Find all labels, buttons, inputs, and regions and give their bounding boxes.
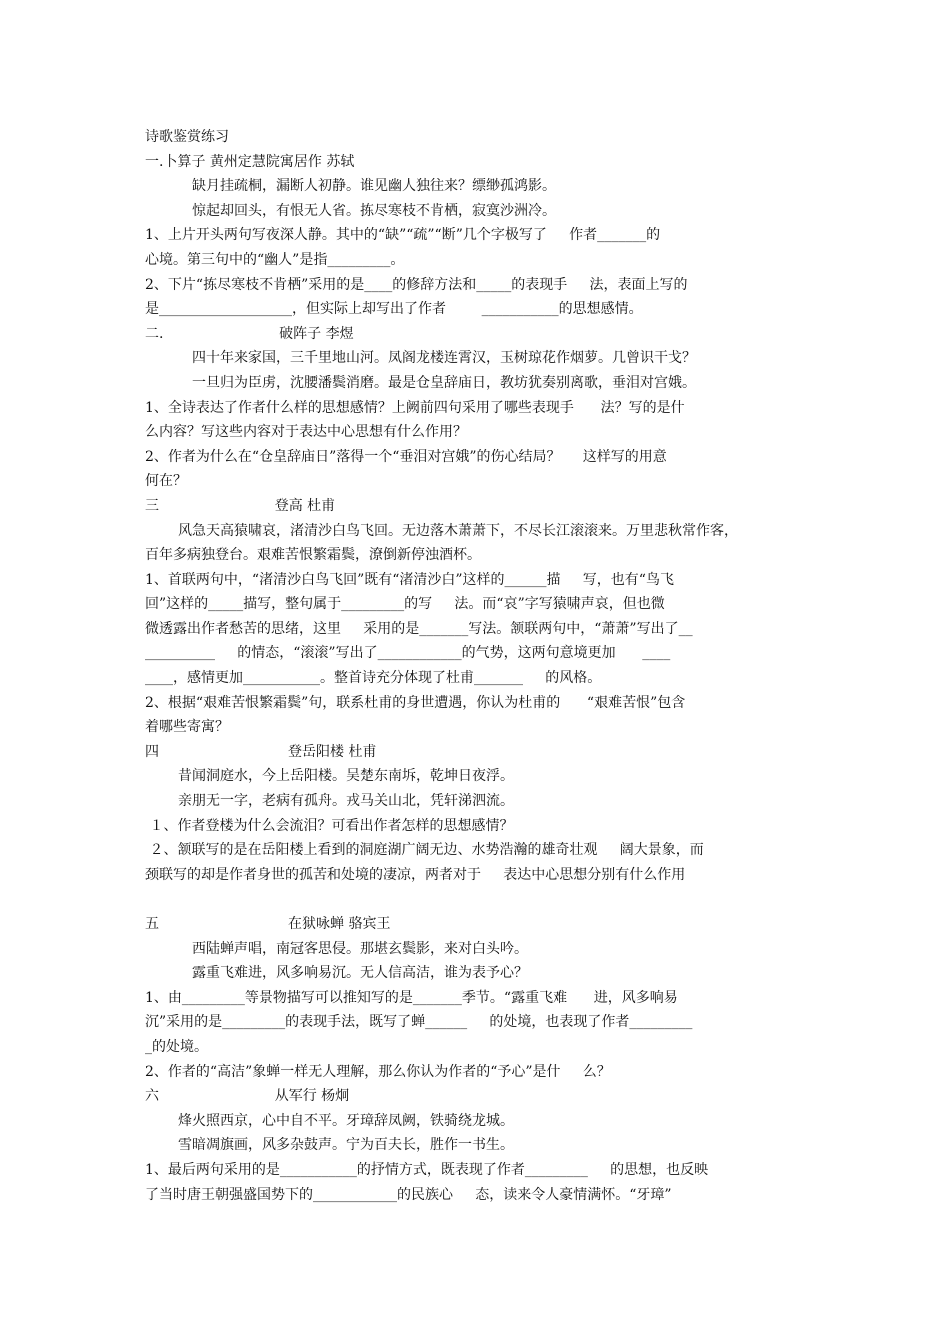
text-line: 1、由_________等景物描写可以推知写的是_______季节。“露重飞难 进，风多响易 — [145, 989, 678, 1006]
document-body — [145, 150, 810, 1208]
text-line: 昔闻洞庭水，今上岳阳楼。吴楚东南坼，乾坤日夜浮。 — [178, 768, 514, 785]
text-line: 沉”采用的是_________的表现手法，既写了蝉______ 的处境，也表现了作者_________ — [145, 1014, 693, 1031]
text-line: 1、最后两句采用的是___________的抒情方式，既表现了作者_________ 的思想，也反映 — [145, 1161, 709, 1178]
text-line: １、作者登楼为什么会流泪？可看出作者怎样的思想感情？ — [145, 817, 514, 834]
text-line: 1、首联两句中，“渚清沙白鸟飞回”既有“渚清沙白”这样的______描 写，也有“鸟飞 — [145, 571, 674, 588]
text-line: 颈联写的却是作者身世的孤苦和处境的凄凉，两者对于 表达中心思想分别有什么作用 — [145, 866, 686, 883]
text-line: 四十年来家国，三千里地山河。凤阁龙楼连霄汉，玉树琼花作烟萝。几曾识干戈？ — [192, 350, 696, 367]
text-line: 四 登岳阳楼 杜甫 — [145, 743, 377, 760]
text-line: 2、下片“拣尽寒枝不肯栖”采用的是____的修辞方法和_____的表现手 法，表面上写的 — [145, 276, 688, 293]
text-line: 亲朋无一字，老病有孤舟。戎马关山北，凭轩涕泗流。 — [178, 793, 514, 810]
text-line — [145, 887, 810, 912]
text-line: 一旦归为臣虏，沈腰潘鬓消磨。最是仓皇辞庙日，教坊犹奏别离歌，垂泪对宫娥。 — [192, 374, 696, 391]
text-line: 雪暗凋旗画，风多杂鼓声。宁为百夫长，胜作一书生。 — [178, 1137, 514, 1154]
text-line: 心境。第三句中的“幽人”是指_________。 — [145, 251, 405, 268]
text-line: __________ 的情态，“滚滚”写出了____________的气势，这两句意境更加 ____ — [145, 645, 671, 662]
text-line: 么内容？写这些内容对于表达中心思想有什么作用？ — [145, 424, 467, 441]
document-title: 诗歌鉴赏练习 — [145, 129, 229, 145]
text-line: ２、颔联写的是在岳阳楼上看到的洞庭湖广阔无边、水势浩瀚的雄奇壮观 阔大景象，而 — [145, 842, 704, 859]
text-line: 六 从军行 杨炯 — [145, 1088, 350, 1105]
document-page — [145, 125, 810, 1207]
text-line: 三 登高 杜甫 — [145, 497, 336, 514]
text-line: 2、作者为什么在“仓皇辞庙日”落得一个“垂泪对宫娥”的伤心结局？ 这样写的用意 — [145, 448, 667, 465]
text-line: 2、根据“艰难苦恨繁霜鬓”句，联系杜甫的身世遭遇，你认为杜甫的 “艰难苦恨”包含 — [145, 694, 686, 711]
text-line: 露重飞难进，风多响易沉。无人信高洁，谁为表予心？ — [192, 965, 528, 982]
text-line: 何在？ — [145, 473, 187, 490]
text-line: 缺月挂疏桐，漏断人初静。谁见幽人独往来？缥缈孤鸿影。 — [192, 178, 556, 195]
text-line: 是___________________，但实际上却写出了作者 ___________的思想感情。 — [145, 301, 643, 318]
text-line: 百年多病独登台。艰难苦恨繁霜鬓，潦倒新停浊酒杯。 — [145, 547, 481, 564]
text-line: 一.卜算子 黄州定慧院寓居作 苏轼 — [145, 153, 355, 170]
text-line: 2、作者的“高洁”象蝉一样无人理解，那么你认为作者的“予心”是什 么？ — [145, 1063, 611, 1080]
text-line: 着哪些寄寓？ — [145, 719, 229, 736]
text-line: _的处境。 — [145, 1038, 208, 1055]
text-line: 五 在狱咏蝉 骆宾王 — [145, 916, 391, 932]
text-line: 回”这样的_____描写，整句属于_________的写 法。而“哀”字写猿啸声哀，但也微 — [145, 596, 665, 613]
text-line: 惊起却回头，有恨无人省。拣尽寒枝不肯栖，寂寞沙洲冷。 — [192, 202, 556, 219]
text-line: 二. 破阵子 李煜 — [145, 325, 354, 342]
text-line: 烽火照西京，心中自不平。牙璋辞凤阙，铁骑绕龙城。 — [178, 1112, 514, 1129]
text-line: 西陆蝉声唱，南冠客思侵。那堪玄鬓影，来对白头吟。 — [192, 940, 528, 957]
text-line: 了当时唐王朝强盛国势下的____________的民族心 态，读来令人豪情满怀。“牙璋” — [145, 1186, 672, 1203]
text-line: 微透露出作者愁苦的思绪，这里 采用的是_______写法。颔联两句中，“萧萧”写出了__ — [145, 620, 693, 637]
text-line: 1、全诗表达了作者什么样的思想感情？上阙前四句采用了哪些表现手 法？写的是什 — [145, 399, 685, 416]
text-line: 1、上片开头两句写夜深人静。其中的“缺”“疏”“断”几个字极写了 作者_______的 — [145, 227, 661, 244]
text-line: ____，感情更加___________。整首诗充分体现了杜甫_______ 的风格。 — [145, 670, 602, 687]
text-line: 风急天高猿啸哀，渚清沙白鸟飞回。无边落木萧萧下，不尽长江滚滚来。万里悲秋常作客， — [178, 522, 738, 539]
